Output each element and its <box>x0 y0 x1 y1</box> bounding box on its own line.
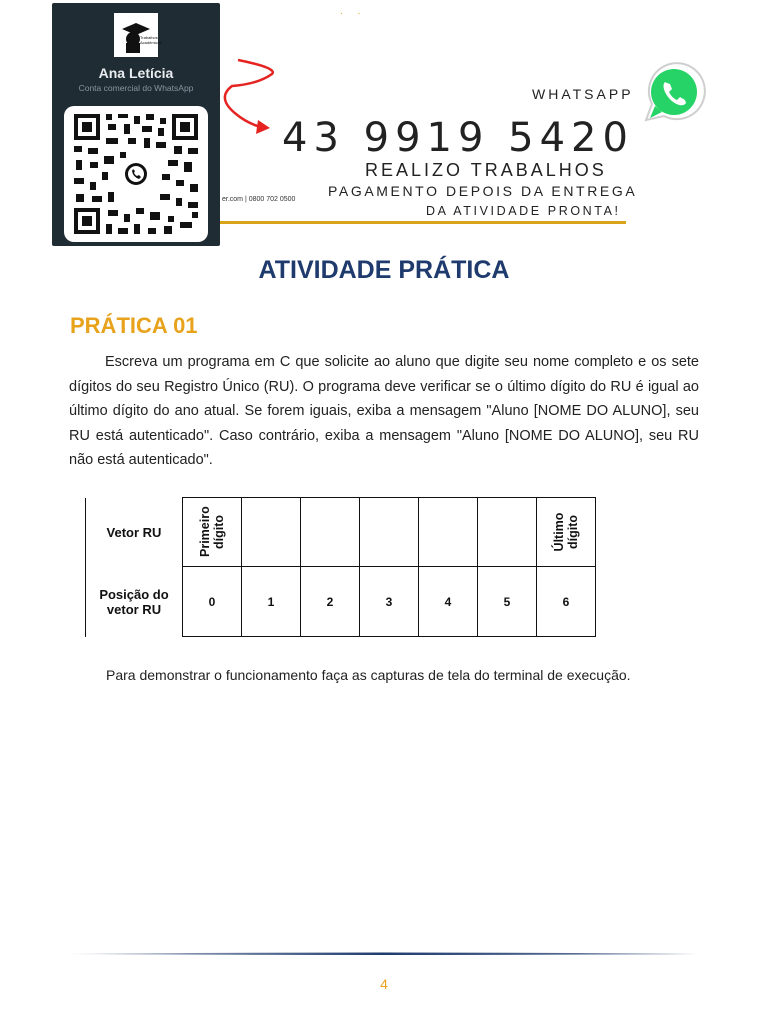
position-cell: 1 <box>242 567 301 637</box>
table-cell-first <box>183 498 242 567</box>
table-cell <box>360 498 419 567</box>
position-cell: 4 <box>419 567 478 637</box>
whatsapp-label: WHATSAPP <box>532 86 634 102</box>
position-cell: 2 <box>301 567 360 637</box>
ad-ready-line: DA ATIVIDADE PRONTA! <box>426 204 621 218</box>
page-title <box>0 256 768 285</box>
red-arrow-icon <box>218 58 288 138</box>
first-digit-label: Primeiro dígito <box>198 506 226 557</box>
ad-contact-info: er.com | 0800 702 0500 <box>222 196 296 203</box>
page-title-text: ATIVIDADE PRÁTICA <box>258 256 510 284</box>
decorative-dots: . . <box>340 6 367 17</box>
whatsapp-logo-icon <box>638 62 704 124</box>
table-cell-last <box>537 498 596 567</box>
position-cell: 3 <box>360 567 419 637</box>
footer-divider <box>68 951 698 957</box>
position-cell: 6 <box>537 567 596 637</box>
last-digit-label: Último dígito <box>552 512 580 552</box>
ad-headline: REALIZO TRABALHOS <box>365 160 607 180</box>
row-header-vetor: Vetor RU <box>86 498 183 567</box>
table-cell <box>419 498 478 567</box>
graduate-logo-icon <box>114 13 162 57</box>
ru-vector-table <box>85 497 596 637</box>
row-header-posicao: Posição do vetor RU <box>86 567 183 637</box>
contact-subtitle: Conta comercial do WhatsApp <box>78 83 194 93</box>
demo-instruction: Para demonstrar o funcionamento faça as capturas de tela do terminal de execução. <box>106 667 631 683</box>
svg-text:Acadêmicos: Acadêmicos <box>140 40 162 45</box>
page-number: 4 <box>380 976 388 992</box>
table-row <box>86 498 596 567</box>
position-cell: 0 <box>183 567 242 637</box>
exercise-paragraph: Escreva um programa em C que solicite ao aluno que digite seu nome completo e os sete dígitos do seu Registro Único (RU). O programa deve verificar se o último dígito do RU é igual ao último dígito do ano atual. Se forem iguais, exiba a mensagem "Aluno [NOME DO ALUNO], seu RU está autenticado". Caso contrário, exiba a mensagem "Aluno [NOME DO ALUNO], seu RU não está autenticado". <box>69 354 699 468</box>
table-cell <box>301 498 360 567</box>
whatsapp-business-card <box>52 3 220 246</box>
section-title: PRÁTICA 01 <box>70 313 198 338</box>
contact-name: Ana Letícia <box>98 65 174 81</box>
phone-number: 43 9919 5420 <box>282 115 634 161</box>
table-cell <box>242 498 301 567</box>
table-cell <box>478 498 537 567</box>
table-row <box>86 567 596 637</box>
qr-code <box>64 106 208 242</box>
profile-avatar <box>114 13 162 57</box>
gold-divider <box>220 221 626 224</box>
ad-payment-line: PAGAMENTO DEPOIS DA ENTREGA <box>328 183 638 199</box>
position-cell: 5 <box>478 567 537 637</box>
svg-text:Trabalhos: Trabalhos <box>140 35 158 40</box>
qr-code-icon <box>72 112 200 236</box>
